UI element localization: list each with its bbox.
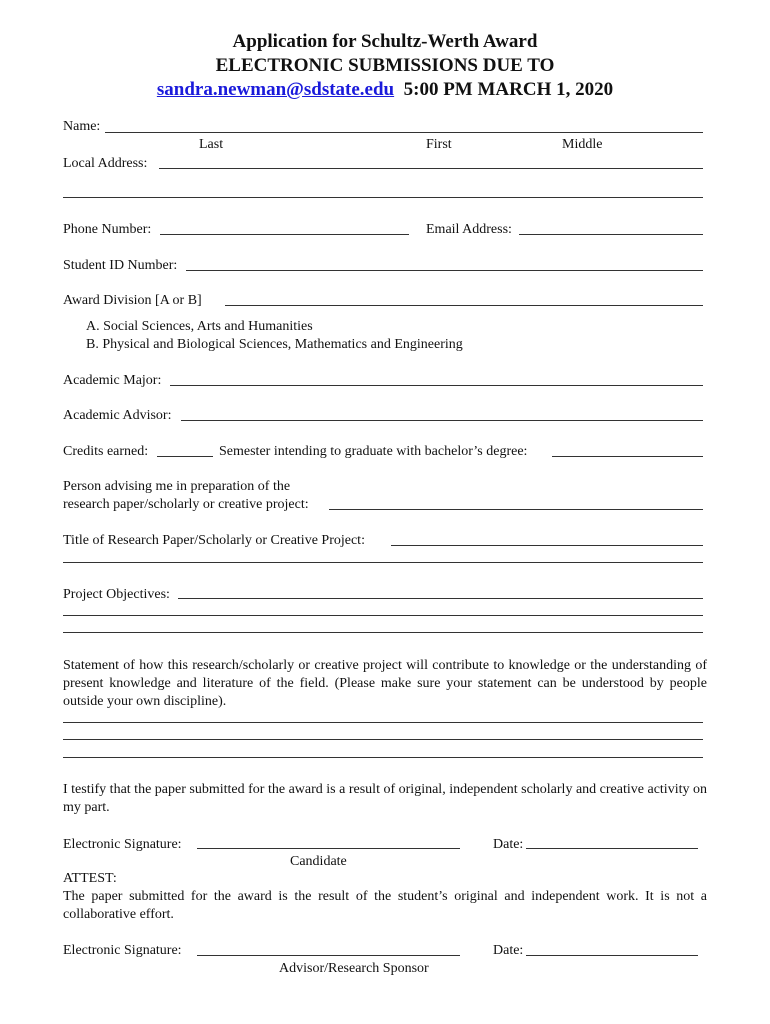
phone-field[interactable] [160, 234, 409, 235]
academic-major-label: Academic Major: [63, 373, 162, 388]
student-id-label: Student ID Number: [63, 258, 178, 273]
email-address-field[interactable] [519, 234, 703, 235]
candidate-caption: Candidate [290, 854, 347, 869]
phone-label: Phone Number: [63, 222, 152, 237]
advisor-signature-label: Electronic Signature: [63, 943, 182, 958]
attest-statement: The paper submitted for the award is the result of the student’s original and independent work. It is not a collaborative effort. [63, 889, 707, 922]
name-last-caption: Last [199, 137, 224, 152]
credits-earned-label: Credits earned: [63, 444, 149, 459]
deadline-line [0, 78, 770, 102]
credits-earned-field[interactable] [157, 456, 213, 457]
academic-advisor-field[interactable] [181, 420, 703, 421]
candidate-date-label: Date: [493, 837, 524, 852]
submission-heading: ELECTRONIC SUBMISSIONS DUE TO [215, 55, 555, 76]
name-first-caption: First [426, 137, 452, 152]
name-field[interactable] [105, 132, 703, 133]
name-label: Name: [63, 119, 101, 134]
person-advising-label-line-2: research paper/scholarly or creative project: [63, 497, 309, 512]
graduation-semester-field[interactable] [552, 456, 703, 457]
award-division-field[interactable] [225, 305, 703, 306]
candidate-signature-label: Electronic Signature: [63, 837, 182, 852]
project-objectives-field-line-3[interactable] [63, 632, 703, 633]
statement-field-line-2[interactable] [63, 739, 703, 740]
person-advising-field[interactable] [329, 509, 703, 510]
division-b-option: B. Physical and Biological Sciences, Mathematics and Engineering [86, 337, 463, 352]
advisor-date-label: Date: [493, 943, 524, 958]
submission-email-link[interactable]: sandra.newman@sdstate.edu [156, 79, 395, 100]
division-a-option: A. Social Sciences, Arts and Humanities [86, 319, 313, 334]
advisor-signature-field[interactable] [197, 955, 460, 956]
advisor-caption: Advisor/Research Sponsor [279, 961, 429, 976]
project-title-field-line-2[interactable] [63, 562, 703, 563]
statement-prompt: Statement of how this research/scholarly or creative project will contribute to knowledge or the understanding of present knowledge and literature of the field. (Please make sure your statement can be understood by people outside your own discipline). [63, 658, 707, 709]
local-address-label: Local Address: [63, 156, 148, 171]
statement-field-line-3[interactable] [63, 757, 703, 758]
advisor-date-field[interactable] [526, 955, 698, 956]
award-division-label: Award Division [A or B] [63, 293, 202, 308]
statement-field-line-1[interactable] [63, 722, 703, 723]
name-middle-caption: Middle [562, 137, 603, 152]
project-objectives-field-line-2[interactable] [63, 615, 703, 616]
academic-major-field[interactable] [170, 385, 703, 386]
candidate-date-field[interactable] [526, 848, 698, 849]
project-title-label: Title of Research Paper/Scholarly or Creative Project: [63, 533, 365, 548]
person-advising-label-line-1: Person advising me in preparation of the [63, 479, 291, 494]
candidate-signature-field[interactable] [197, 848, 460, 849]
project-title-field[interactable] [391, 545, 703, 546]
email-address-label: Email Address: [426, 222, 512, 237]
attest-heading: ATTEST: [63, 871, 117, 886]
project-objectives-label: Project Objectives: [63, 587, 170, 602]
academic-advisor-label: Academic Advisor: [63, 408, 172, 423]
project-objectives-field[interactable] [178, 598, 703, 599]
form-title: Application for Schultz-Werth Award [232, 31, 538, 52]
testify-statement: I testify that the paper submitted for the award is a result of original, independent scholarly and creative activity on my part. [63, 782, 707, 815]
local-address-field-line-2[interactable] [63, 197, 703, 198]
deadline-text: 5:00 PM MARCH 1, 2020 [403, 79, 614, 100]
student-id-field[interactable] [186, 270, 703, 271]
graduation-semester-label: Semester intending to graduate with bachelor’s degree: [219, 444, 528, 459]
local-address-field[interactable] [159, 168, 703, 169]
